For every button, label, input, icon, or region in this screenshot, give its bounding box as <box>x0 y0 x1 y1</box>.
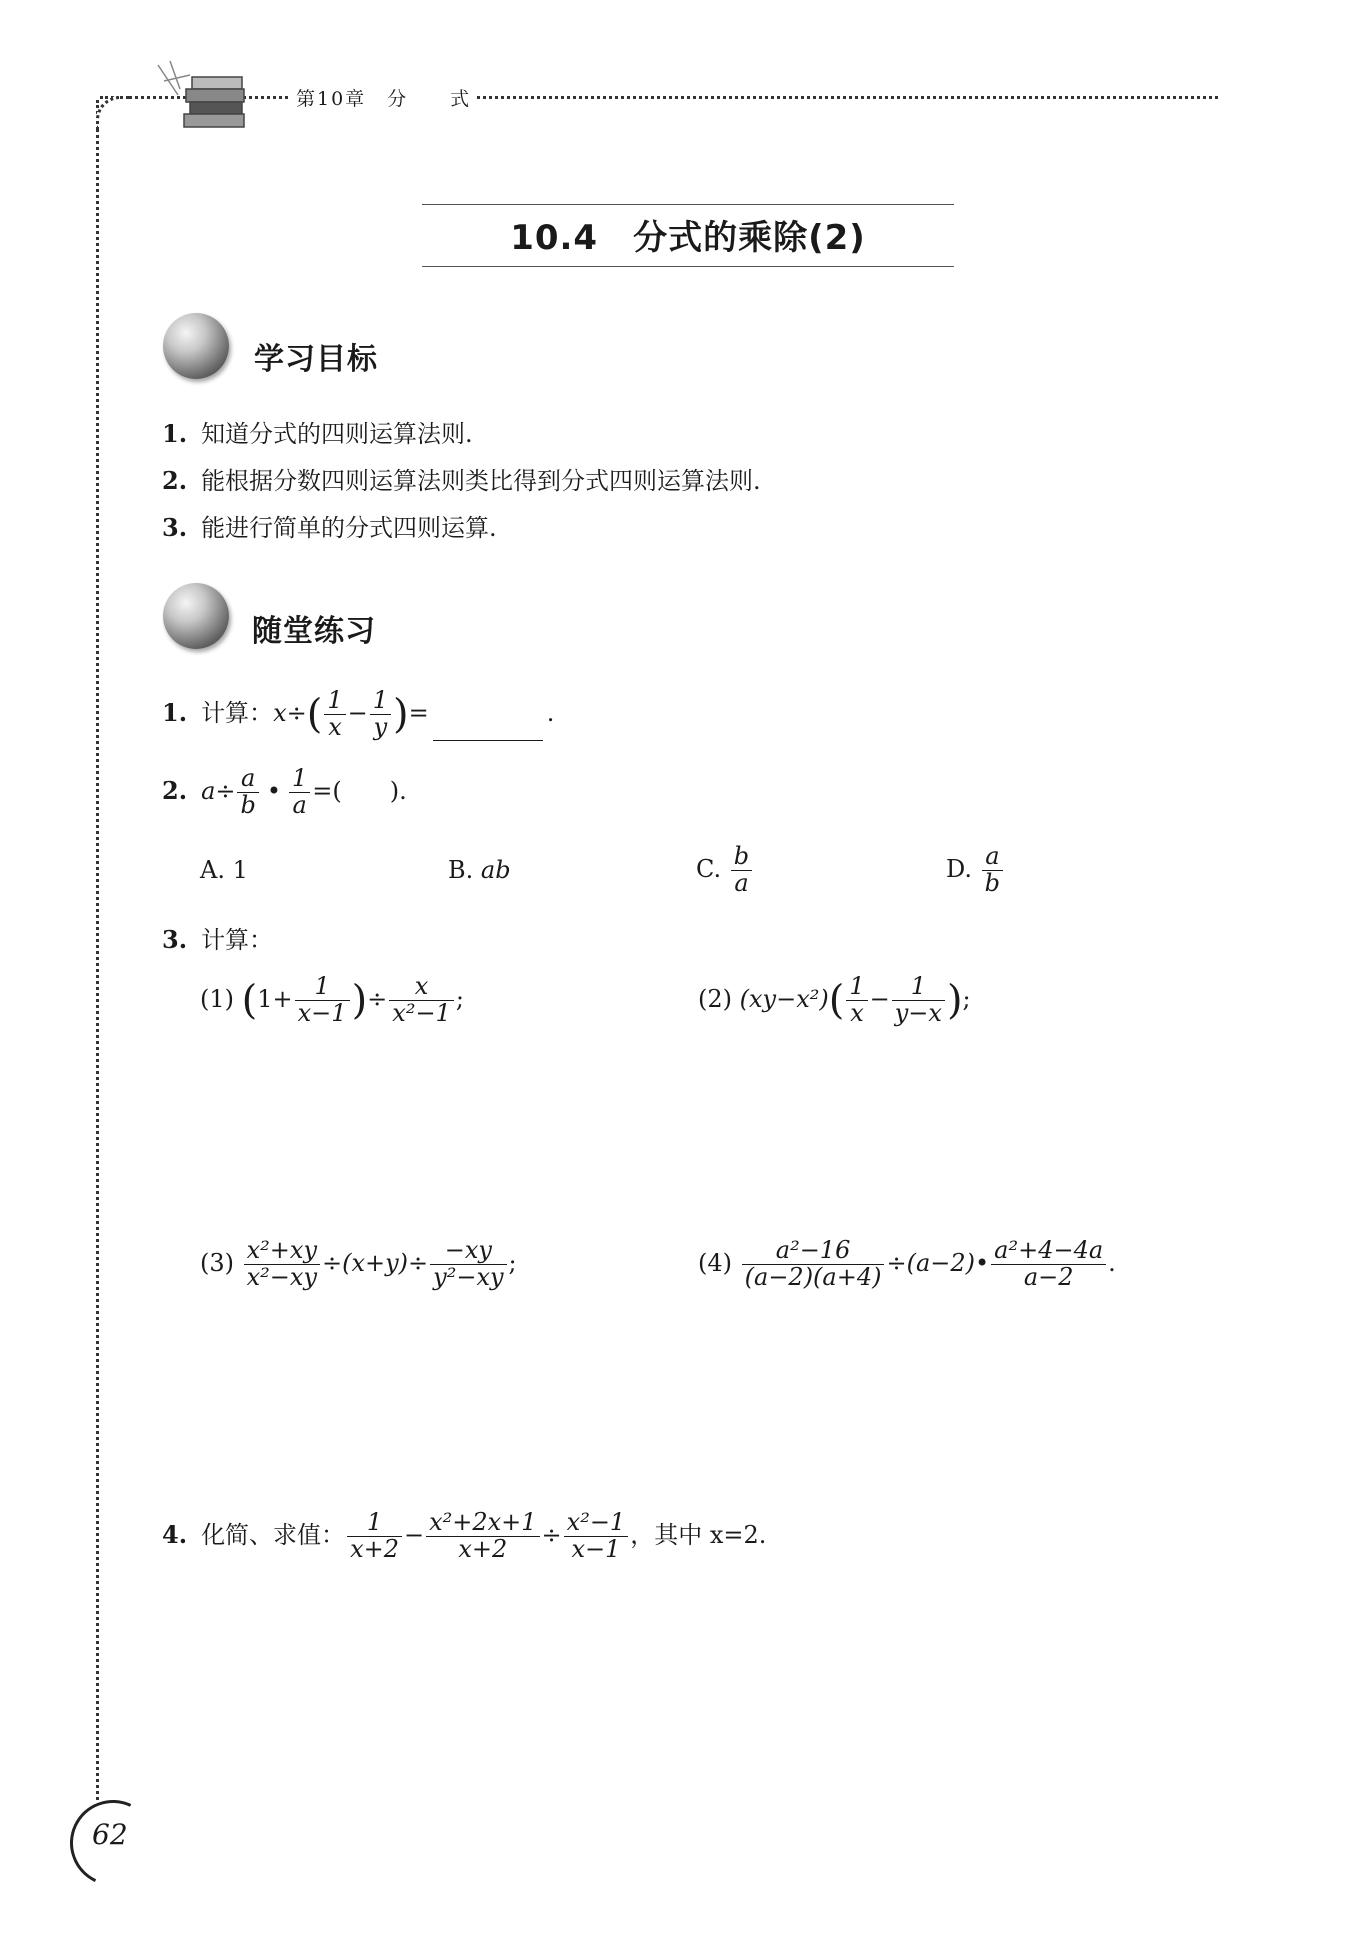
left-paren: ( <box>306 691 323 738</box>
part-label: (1) <box>200 984 234 1013</box>
fraction <box>430 1238 506 1291</box>
corner-dotted-arc <box>96 96 129 129</box>
page-number: 62 <box>92 1818 128 1851</box>
chapter-header: 第10章 分 式 <box>290 84 477 111</box>
math-op: ÷ <box>215 776 236 805</box>
fraction <box>742 1238 885 1291</box>
frac-den: y²−xy <box>433 1262 504 1291</box>
frac-num: 1 <box>295 974 350 1001</box>
frac-den: b <box>240 790 256 819</box>
punct: . <box>546 698 555 727</box>
frac-den: a−2 <box>1023 1262 1074 1291</box>
part-label: (4) <box>698 1248 732 1277</box>
fraction <box>426 1510 539 1563</box>
condition-text: ，其中 x=2. <box>630 1520 767 1549</box>
frac-den: x−1 <box>571 1534 621 1563</box>
page-title: 10.4 分式的乘除(2) <box>510 218 866 258</box>
left-paren: ( <box>241 977 258 1024</box>
goal-number: 3. <box>162 513 188 542</box>
option-value: 1 <box>232 856 248 884</box>
question-prefix: 计算： <box>201 926 274 954</box>
answer-choice-paren: =( ). <box>312 776 407 805</box>
frac-num: 1 <box>289 766 310 793</box>
question-number: 2. <box>162 775 188 805</box>
option-label: B. <box>448 856 474 884</box>
fraction <box>295 974 350 1027</box>
frac-num: 1 <box>347 1510 402 1537</box>
frac-den: x²−1 <box>392 998 451 1027</box>
frac-den: a <box>734 868 749 897</box>
math-op: − <box>403 1520 425 1549</box>
frac-den: x+2 <box>350 1534 399 1563</box>
books-logo-icon <box>150 55 260 135</box>
header-dotted-rule <box>100 96 1218 99</box>
left-paren: ( <box>828 977 845 1024</box>
frac-den: a <box>292 790 307 819</box>
math-op: ÷ <box>286 698 307 727</box>
question-number: 3. <box>162 925 188 954</box>
math-op: − <box>347 698 368 727</box>
frac-num: x <box>389 974 454 1001</box>
question-3-part-1 <box>200 974 464 1027</box>
question-prefix: 计算： <box>201 698 274 727</box>
punct: ; <box>455 984 464 1013</box>
part-label: (3) <box>200 1248 234 1277</box>
fraction <box>892 974 945 1027</box>
punct: ; <box>508 1248 517 1277</box>
goal-number: 2. <box>162 466 188 495</box>
math-var: a <box>201 776 216 805</box>
fraction <box>289 766 310 819</box>
frac-num: x²−1 <box>564 1510 629 1537</box>
fraction <box>244 1238 320 1291</box>
goal-item <box>162 461 761 496</box>
frac-num: 1 <box>892 974 945 1001</box>
goal-item <box>162 414 473 449</box>
fraction <box>564 1510 629 1563</box>
practice-heading: 随堂练习 <box>252 614 376 649</box>
punct: . <box>1108 1248 1116 1277</box>
option-value: ab <box>480 856 511 884</box>
frac-den: x <box>328 712 342 741</box>
fraction <box>731 844 752 897</box>
math-expr: ÷(x+y)÷ <box>322 1248 429 1277</box>
frac-num: 1 <box>846 974 867 1001</box>
question-3-part-3 <box>200 1238 517 1291</box>
option-c <box>696 844 754 897</box>
frac-num: a <box>237 766 258 793</box>
frac-den: (a−2)(a+4) <box>744 1262 882 1291</box>
question-1 <box>162 688 554 741</box>
question-number: 1. <box>162 697 188 727</box>
question-3-part-4 <box>698 1238 1116 1291</box>
fraction <box>991 1238 1106 1291</box>
goal-text: 能根据分数四则运算法则类比得到分式四则运算法则. <box>201 467 761 495</box>
fraction <box>324 688 345 741</box>
question-3-part-2 <box>698 974 971 1027</box>
goal-text: 知道分式的四则运算法则. <box>201 420 473 448</box>
fraction <box>347 1510 402 1563</box>
frac-den: x−1 <box>297 998 347 1027</box>
fraction <box>237 766 258 819</box>
math-op: ÷ <box>541 1520 562 1549</box>
question-prefix: 化简、求值： <box>201 1520 346 1549</box>
title-top-rule <box>422 204 954 205</box>
frac-num: b <box>731 844 752 871</box>
frac-num: a²+4−4a <box>991 1238 1106 1265</box>
frac-den: x <box>850 998 864 1027</box>
frac-num: x²+2x+1 <box>426 1510 539 1537</box>
math-expr: (xy−x²) <box>739 984 829 1013</box>
part-label: (2) <box>698 984 732 1013</box>
frac-den: y <box>373 712 388 741</box>
fraction <box>982 844 1003 897</box>
question-number: 4. <box>162 1519 188 1549</box>
frac-den: b <box>984 868 1001 897</box>
answer-blank <box>433 740 543 741</box>
option-label: D. <box>946 854 973 883</box>
math-op: − <box>869 984 890 1013</box>
left-dotted-rule <box>96 100 99 1800</box>
math-expr: ÷(a−2)• <box>886 1248 990 1277</box>
right-paren: ) <box>393 691 409 738</box>
option-label: C. <box>696 854 722 883</box>
goal-number: 1. <box>162 419 188 448</box>
globe-icon <box>163 313 229 379</box>
fraction <box>370 688 391 741</box>
title-bottom-rule <box>422 266 954 267</box>
frac-num: −xy <box>430 1238 506 1265</box>
frac-num: a <box>982 844 1003 871</box>
fraction <box>389 974 454 1027</box>
question-3 <box>162 920 273 955</box>
frac-den: x²−xy <box>246 1262 317 1291</box>
goals-heading: 学习目标 <box>254 342 378 377</box>
right-paren: ) <box>351 977 368 1024</box>
math-op: = <box>408 698 429 727</box>
math-expr: 1+ <box>257 984 293 1013</box>
frac-num: x²+xy <box>244 1238 320 1265</box>
frac-num: a²−16 <box>742 1238 885 1265</box>
frac-den: y−x <box>894 998 942 1027</box>
frac-den: x+2 <box>458 1534 508 1563</box>
option-a <box>200 856 248 884</box>
option-label: A. <box>200 856 225 884</box>
fraction <box>846 974 867 1027</box>
frac-num: 1 <box>370 688 391 715</box>
goal-text: 能进行简单的分式四则运算. <box>201 514 497 542</box>
frac-num: 1 <box>324 688 345 715</box>
question-2 <box>162 766 407 819</box>
question-4 <box>162 1510 766 1563</box>
right-paren: ) <box>946 977 963 1024</box>
option-d <box>946 844 1005 897</box>
globe-icon <box>163 583 229 649</box>
math-op: ÷ <box>367 984 388 1013</box>
math-op: • <box>266 776 282 805</box>
math-var: x <box>273 698 287 727</box>
punct: ; <box>962 984 971 1013</box>
goal-item <box>162 508 497 543</box>
option-b <box>448 856 511 884</box>
